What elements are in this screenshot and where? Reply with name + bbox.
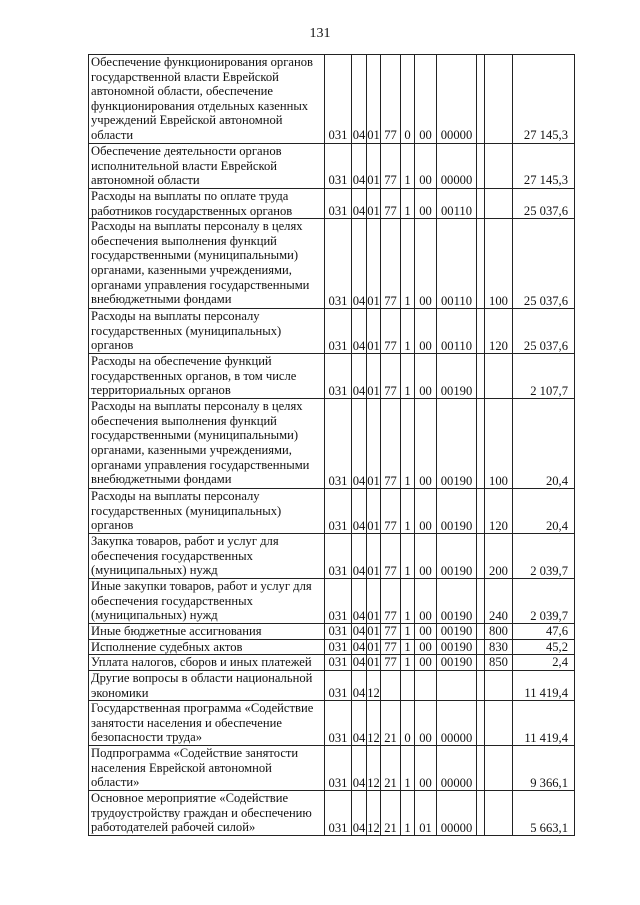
row-code-program: 77 (381, 55, 401, 144)
row-code-subprogram: 1 (401, 189, 415, 219)
row-code-vr: 100 (485, 219, 513, 309)
row-code-event: 00 (415, 55, 437, 144)
row-code-gr: 031 (325, 399, 352, 489)
row-name: Уплата налогов, сборов и иных платежей (89, 655, 325, 671)
row-name: Обеспечение деятельности органов исполнительной власти Еврейской автономной области (89, 144, 325, 189)
row-gap (477, 219, 485, 309)
row-code-event: 00 (415, 746, 437, 791)
row-gap (477, 309, 485, 354)
row-code-subprogram: 1 (401, 399, 415, 489)
row-code-rz: 04 (352, 791, 367, 836)
row-code-subprogram: 1 (401, 655, 415, 671)
row-code-program: 77 (381, 219, 401, 309)
row-code-vr: 120 (485, 309, 513, 354)
row-gap (477, 189, 485, 219)
row-name: Подпрограмма «Содействие занятости населения Еврейской автономной области» (89, 746, 325, 791)
row-code-subprogram: 0 (401, 701, 415, 746)
row-code-event: 00 (415, 219, 437, 309)
table-row (89, 489, 575, 534)
page-number: 131 (309, 26, 331, 41)
row-code-subprogram: 1 (401, 309, 415, 354)
row-name: Расходы на обеспечение функций государственных органов, в том числе территориальных органов (89, 354, 325, 399)
row-code-program: 77 (381, 639, 401, 655)
row-code-direction: 00000 (437, 701, 477, 746)
row-code-gr: 031 (325, 309, 352, 354)
row-code-event: 00 (415, 579, 437, 624)
row-sum: 2 039,7 (513, 534, 575, 579)
row-code-direction: 00190 (437, 579, 477, 624)
row-code-program: 77 (381, 144, 401, 189)
row-sum: 25 037,6 (513, 309, 575, 354)
row-name: Расходы на выплаты персоналу государственных (муниципальных) органов (89, 489, 325, 534)
row-code-pr: 01 (367, 534, 381, 579)
row-code-pr: 01 (367, 354, 381, 399)
row-code-pr: 01 (367, 55, 381, 144)
row-sum: 2 107,7 (513, 354, 575, 399)
row-code-gr: 031 (325, 489, 352, 534)
row-code-direction: 00190 (437, 399, 477, 489)
row-code-pr: 01 (367, 639, 380, 654)
row-code-vr (485, 144, 513, 189)
row-code-pr: 01 (367, 189, 381, 219)
row-gap (477, 655, 485, 671)
row-code-direction: 00190 (437, 624, 477, 640)
row-sum: 2 039,7 (513, 579, 575, 624)
row-sum: 2,4 (513, 655, 575, 671)
row-code-gr: 031 (325, 354, 352, 399)
table-row (89, 189, 575, 219)
row-gap (477, 579, 485, 624)
row-code-event: 00 (415, 701, 437, 746)
row-code-subprogram: 1 (401, 791, 415, 836)
row-code-program: 77 (381, 399, 401, 489)
row-name: Расходы на выплаты по оплате труда работников государственных органов (89, 189, 325, 219)
row-gap (477, 624, 485, 640)
row-code-program: 77 (381, 579, 401, 624)
row-code-rz: 04 (352, 534, 367, 579)
row-code-rz: 04 (352, 655, 366, 670)
row-sum: 47,6 (513, 624, 575, 640)
row-code-direction: 00190 (437, 354, 477, 399)
row-sum: 45,2 (513, 639, 575, 655)
budget-table (88, 54, 575, 836)
table-row (89, 534, 575, 579)
row-code-pr: 01 (367, 309, 381, 354)
row-code-direction: 00190 (437, 489, 477, 534)
row-code-event: 00 (415, 534, 437, 579)
row-code-event: 00 (415, 144, 437, 189)
row-gap (477, 639, 485, 655)
row-code-pr: 01 (367, 655, 380, 670)
row-code-program (381, 670, 401, 700)
row-code-gr: 031 (325, 624, 352, 640)
row-code-subprogram: 1 (401, 579, 415, 624)
row-code-vr (485, 701, 513, 746)
row-gap (477, 144, 485, 189)
row-code-rz: 04 (352, 55, 367, 144)
row-code-event: 00 (415, 189, 437, 219)
row-code-event (415, 670, 437, 700)
row-code-vr (485, 189, 513, 219)
row-code-direction: 00000 (437, 144, 477, 189)
row-code-rz: 04 (352, 624, 366, 639)
row-code-rz: 04 (352, 670, 367, 700)
row-name: Иные бюджетные ассигнования (89, 624, 325, 640)
row-name: Иные закупки товаров, работ и услуг для обеспечения государственных (муниципальных) нужд (89, 579, 325, 624)
row-code-direction: 00110 (437, 219, 477, 309)
row-sum: 27 145,3 (513, 144, 575, 189)
row-code-direction: 00190 (437, 639, 477, 655)
row-code-gr: 031 (325, 219, 352, 309)
row-code-program: 77 (381, 655, 401, 671)
row-code-direction: 00110 (437, 309, 477, 354)
row-code-pr: 12 (367, 791, 381, 836)
row-code-direction (437, 670, 477, 700)
row-gap (477, 55, 485, 144)
row-code-subprogram: 1 (401, 624, 415, 640)
row-code-vr: 850 (485, 655, 513, 671)
table-row (89, 639, 575, 655)
row-code-vr (485, 55, 513, 144)
row-sum: 5 663,1 (513, 791, 575, 836)
row-code-program: 77 (381, 189, 401, 219)
row-code-subprogram: 1 (401, 219, 415, 309)
row-code-vr: 200 (485, 534, 513, 579)
row-code-gr: 031 (325, 189, 352, 219)
row-code-gr: 031 (325, 55, 352, 144)
row-code-rz: 04 (352, 579, 367, 624)
row-code-subprogram: 1 (401, 489, 415, 534)
row-code-program: 77 (381, 309, 401, 354)
table-body (89, 55, 575, 836)
row-gap (477, 399, 485, 489)
row-code-pr: 12 (367, 670, 381, 700)
row-code-direction: 00110 (437, 189, 477, 219)
row-code-event: 00 (415, 655, 437, 671)
row-code-gr: 031 (325, 701, 352, 746)
row-sum: 25 037,6 (513, 219, 575, 309)
row-code-pr: 01 (367, 144, 381, 189)
table-row (89, 746, 575, 791)
table-row (89, 670, 575, 700)
row-code-direction: 00190 (437, 655, 477, 671)
row-sum: 11 419,4 (513, 670, 575, 700)
table-row (89, 624, 575, 640)
row-code-pr: 01 (367, 219, 381, 309)
row-code-rz: 04 (352, 639, 366, 654)
row-code-gr: 031 (325, 639, 352, 655)
row-code-event: 01 (415, 791, 437, 836)
row-code-event: 00 (415, 309, 437, 354)
row-name: Расходы на выплаты персоналу государственных (муниципальных) органов (89, 309, 325, 354)
row-code-rz: 04 (352, 219, 367, 309)
row-code-subprogram: 1 (401, 746, 415, 791)
table-row (89, 655, 575, 671)
row-code-vr: 240 (485, 579, 513, 624)
row-code-vr: 100 (485, 399, 513, 489)
row-code-direction: 00190 (437, 534, 477, 579)
row-sum: 11 419,4 (513, 701, 575, 746)
row-code-pr: 01 (367, 624, 380, 639)
row-code-program: 21 (381, 746, 401, 791)
row-code-rz: 04 (352, 144, 367, 189)
row-sum: 20,4 (513, 489, 575, 534)
table-row (89, 579, 575, 624)
row-code-subprogram: 1 (401, 354, 415, 399)
row-code-vr (485, 354, 513, 399)
row-code-rz: 04 (352, 701, 367, 746)
row-gap (477, 701, 485, 746)
table-row (89, 144, 575, 189)
row-code-program: 77 (381, 534, 401, 579)
row-code-gr: 031 (325, 670, 352, 700)
row-code-rz: 04 (352, 309, 367, 354)
row-code-event: 00 (415, 624, 437, 640)
row-code-program: 21 (381, 701, 401, 746)
row-code-vr: 120 (485, 489, 513, 534)
row-sum: 9 366,1 (513, 746, 575, 791)
row-code-vr: 800 (485, 624, 513, 640)
row-code-event: 00 (415, 399, 437, 489)
row-code-gr: 031 (325, 746, 352, 791)
row-name: Расходы на выплаты персоналу в целях обеспечения выполнения функций государственными (муниципальными) органами, казенными учреждениями, органами управления государственными внебюджетными фондами (89, 219, 325, 309)
row-code-event: 00 (415, 489, 437, 534)
row-code-rz: 04 (352, 399, 367, 489)
row-code-pr: 01 (367, 399, 381, 489)
row-code-vr (485, 746, 513, 791)
row-gap (477, 670, 485, 700)
row-code-gr: 031 (325, 144, 352, 189)
row-sum: 20,4 (513, 399, 575, 489)
row-name: Основное мероприятие «Содействие трудоустройству граждан и обеспечению работодателей рабочей силой» (89, 791, 325, 836)
table-row (89, 399, 575, 489)
row-code-subprogram: 1 (401, 144, 415, 189)
row-code-vr (485, 791, 513, 836)
row-code-direction: 00000 (437, 746, 477, 791)
row-code-rz: 04 (352, 354, 367, 399)
row-gap (477, 746, 485, 791)
row-code-pr: 12 (367, 746, 381, 791)
row-name: Обеспечение функционирования органов государственной власти Еврейской автономной области, обеспечение функционирования отдельных казенных учреждений Еврейской автономной области (89, 55, 325, 144)
row-code-rz: 04 (352, 489, 367, 534)
row-code-rz: 04 (352, 746, 367, 791)
row-code-pr: 01 (367, 579, 381, 624)
row-code-program: 77 (381, 354, 401, 399)
row-code-event: 00 (415, 354, 437, 399)
row-code-gr: 031 (325, 791, 352, 836)
row-sum: 25 037,6 (513, 189, 575, 219)
row-name: Другие вопросы в области национальной экономики (89, 670, 325, 700)
row-code-gr: 031 (325, 579, 352, 624)
row-code-gr: 031 (325, 534, 352, 579)
row-code-pr: 12 (367, 701, 381, 746)
row-code-program: 77 (381, 489, 401, 534)
row-code-pr: 01 (367, 489, 381, 534)
row-name: Государственная программа «Содействие занятости населения и обеспечение безопасности труда» (89, 701, 325, 746)
row-sum: 27 145,3 (513, 55, 575, 144)
row-name: Расходы на выплаты персоналу в целях обеспечения выполнения функций государственными (муниципальными) органами, казенными учреждениями, органами управления государственными внебюджетными фондами (89, 399, 325, 489)
row-gap (477, 791, 485, 836)
row-code-direction: 00000 (437, 791, 477, 836)
row-code-subprogram: 1 (401, 639, 415, 655)
row-code-program: 21 (381, 791, 401, 836)
table-row (89, 309, 575, 354)
row-code-gr: 031 (325, 655, 352, 671)
row-gap (477, 489, 485, 534)
table-row (89, 354, 575, 399)
table-row (89, 219, 575, 309)
row-code-program: 77 (381, 624, 401, 640)
table-row (89, 791, 575, 836)
row-name: Исполнение судебных актов (89, 639, 325, 655)
table-row (89, 701, 575, 746)
row-name: Закупка товаров, работ и услуг для обеспечения государственных (муниципальных) нужд (89, 534, 325, 579)
row-code-vr: 830 (485, 639, 513, 655)
row-code-event: 00 (415, 639, 437, 655)
row-code-direction: 00000 (437, 55, 477, 144)
table-row (89, 55, 575, 144)
row-code-subprogram: 0 (401, 55, 415, 144)
row-gap (477, 354, 485, 399)
row-code-subprogram (401, 670, 415, 700)
row-code-rz: 04 (352, 189, 367, 219)
row-gap (477, 534, 485, 579)
row-code-vr (485, 670, 513, 700)
row-code-subprogram: 1 (401, 534, 415, 579)
